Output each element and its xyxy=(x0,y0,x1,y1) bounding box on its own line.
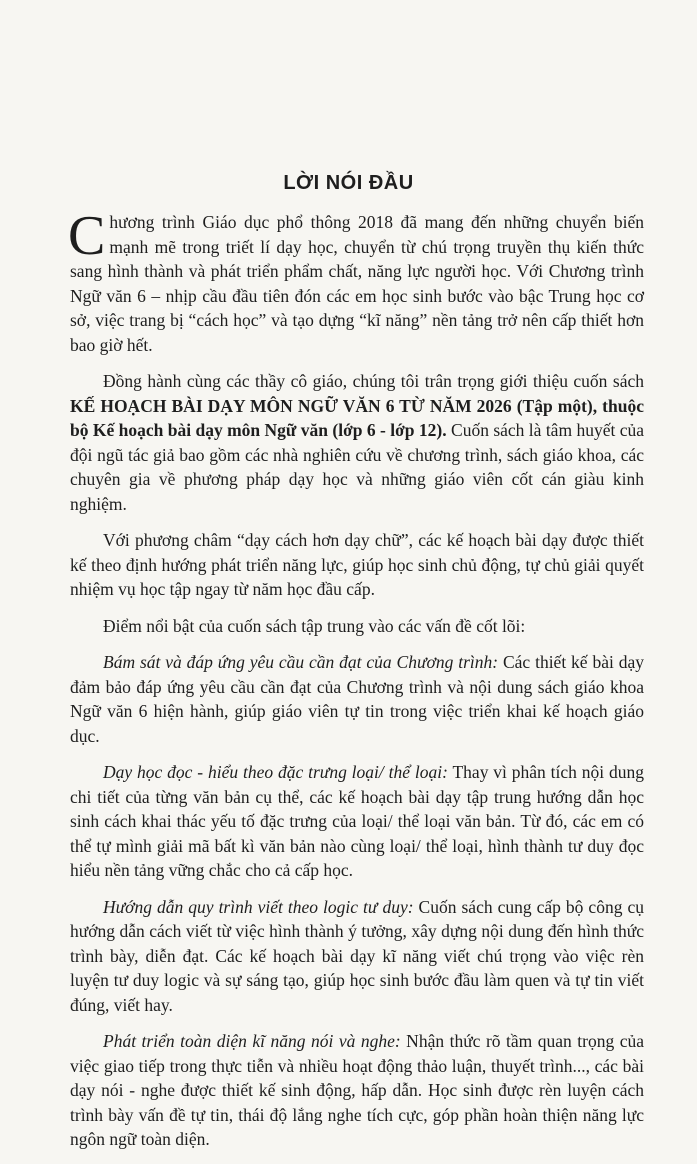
highlight-heading: Bám sát và đáp ứng yêu cầu cần đạt của Chương trình: xyxy=(103,652,499,672)
paragraph-highlight-reading xyxy=(70,760,644,883)
highlight-heading: Hướng dẫn quy trình viết theo logic tư duy: xyxy=(103,896,414,917)
document-body xyxy=(68,205,645,1164)
paragraph-intro xyxy=(68,205,644,357)
book-intro-post: Cuốn sách là tâm huyết của đội ngũ tác giả bao gồm các nhà nghiên cứu về chương trình, sách giáo khoa, các chuyên gia về phương pháp dạy học và những giáo viên cốt cán giàu kinh nghiệm. xyxy=(70,420,644,514)
paragraph-book-intro xyxy=(70,369,644,516)
paragraph-motto: Với phương châm “dạy cách hơn dạy chữ”, các kế hoạch bài dạy được thiết kế theo định hướng phát triển năng lực, giúp học sinh chủ động, tự chủ giải quyết nhiệm vụ học tập ngay từ năm học đầu cấp. xyxy=(70,530,644,599)
book-intro-pre: Đồng hành cùng các thầy cô giáo, chúng tôi trân trọng giới thiệu cuốn sách xyxy=(103,371,644,391)
highlight-heading: Phát triển toàn diện kĩ năng nói và nghe: xyxy=(103,1031,401,1051)
paragraph-highlights-lead: Điểm nổi bật của cuốn sách tập trung vào các vấn đề cốt lõi: xyxy=(103,615,526,636)
paragraph-highlight-writing xyxy=(70,895,644,1018)
paragraph-highlight-curriculum xyxy=(70,650,644,748)
highlight-text: Các thiết kế bài dạy đảm bảo đáp ứng yêu cầu cần đạt của Chương trình và nội dung sách giáo khoa Ngữ văn 6 hiện hành, giúp giáo viên tự tin trong việc triển khai kế hoạch giáo dục. xyxy=(70,652,644,746)
paragraph-intro-text: hương trình Giáo dục phổ thông 2018 đã mang đến những chuyển biến mạnh mẽ trong triết lí dạy học, chuyển từ chú trọng truyền thụ kiến thức sang hình thành và phát triển phẩm chất, năng lực người học. Với Chương trình Ngữ văn 6 – nhịp cầu đầu tiên đón các em học sinh bước vào bậc Trung học cơ sở, việc trang bị “cách học” và tạo dựng “kĩ năng” nền tảng trở nên cấp thiết hơn bao giờ hết. xyxy=(70,212,644,355)
drop-cap: C xyxy=(68,205,106,267)
page-title: LỜI NÓI ĐẦU xyxy=(283,172,414,194)
book-title: KẾ HOẠCH BÀI DẠY MÔN NGỮ VĂN 6 TỪ NĂM 2026 (Tập một), thuộc bộ Kế hoạch bài dạy môn Ngữ văn (lớp 6 - lớp 12). xyxy=(70,395,644,440)
highlight-heading: Dạy học đọc - hiểu theo đặc trưng loại/ thể loại: xyxy=(103,762,448,782)
highlight-text: Nhận thức rõ tầm quan trọng của việc giao tiếp trong thực tiễn và nhiều hoạt động thảo luận, thuyết trình..., các bài dạy nói - nghe được thiết kế sinh động, hấp dẫn. Học sinh được rèn luyện cách trình bày vấn đề tự tin, thái độ lắng nghe tích cực, góp phần hoàn thiện năng lực ngôn ngữ toàn diện. xyxy=(70,1031,644,1149)
highlight-text: Thay vì phân tích nội dung chi tiết của từng văn bản cụ thể, các kế hoạch bài dạy tập trung hướng dẫn học sinh cách khai thác yếu tố đặc trưng của loại/ thể loại văn bản. Từ đó, các em có thể tự mình giải mã bất kì văn bản nào cùng loại/ thể loại, hình thành tư duy đọc hiểu nền tảng vững chắc cho cả cấp học. xyxy=(70,762,645,880)
paragraph-highlight-speaking xyxy=(70,1029,644,1152)
highlight-text: Cuốn sách cung cấp bộ công cụ hướng dẫn cách viết từ việc hình thành ý tưởng, xây dựng nội dung đến hình thức trình bày, diễn đạt. Các kế hoạch bài dạy kĩ năng viết chú trọng vào việc rèn luyện tư duy logic và sự sáng tạo, giúp học sinh bước đầu làm quen và tự tin viết đúng, viết hay. xyxy=(70,896,644,1015)
